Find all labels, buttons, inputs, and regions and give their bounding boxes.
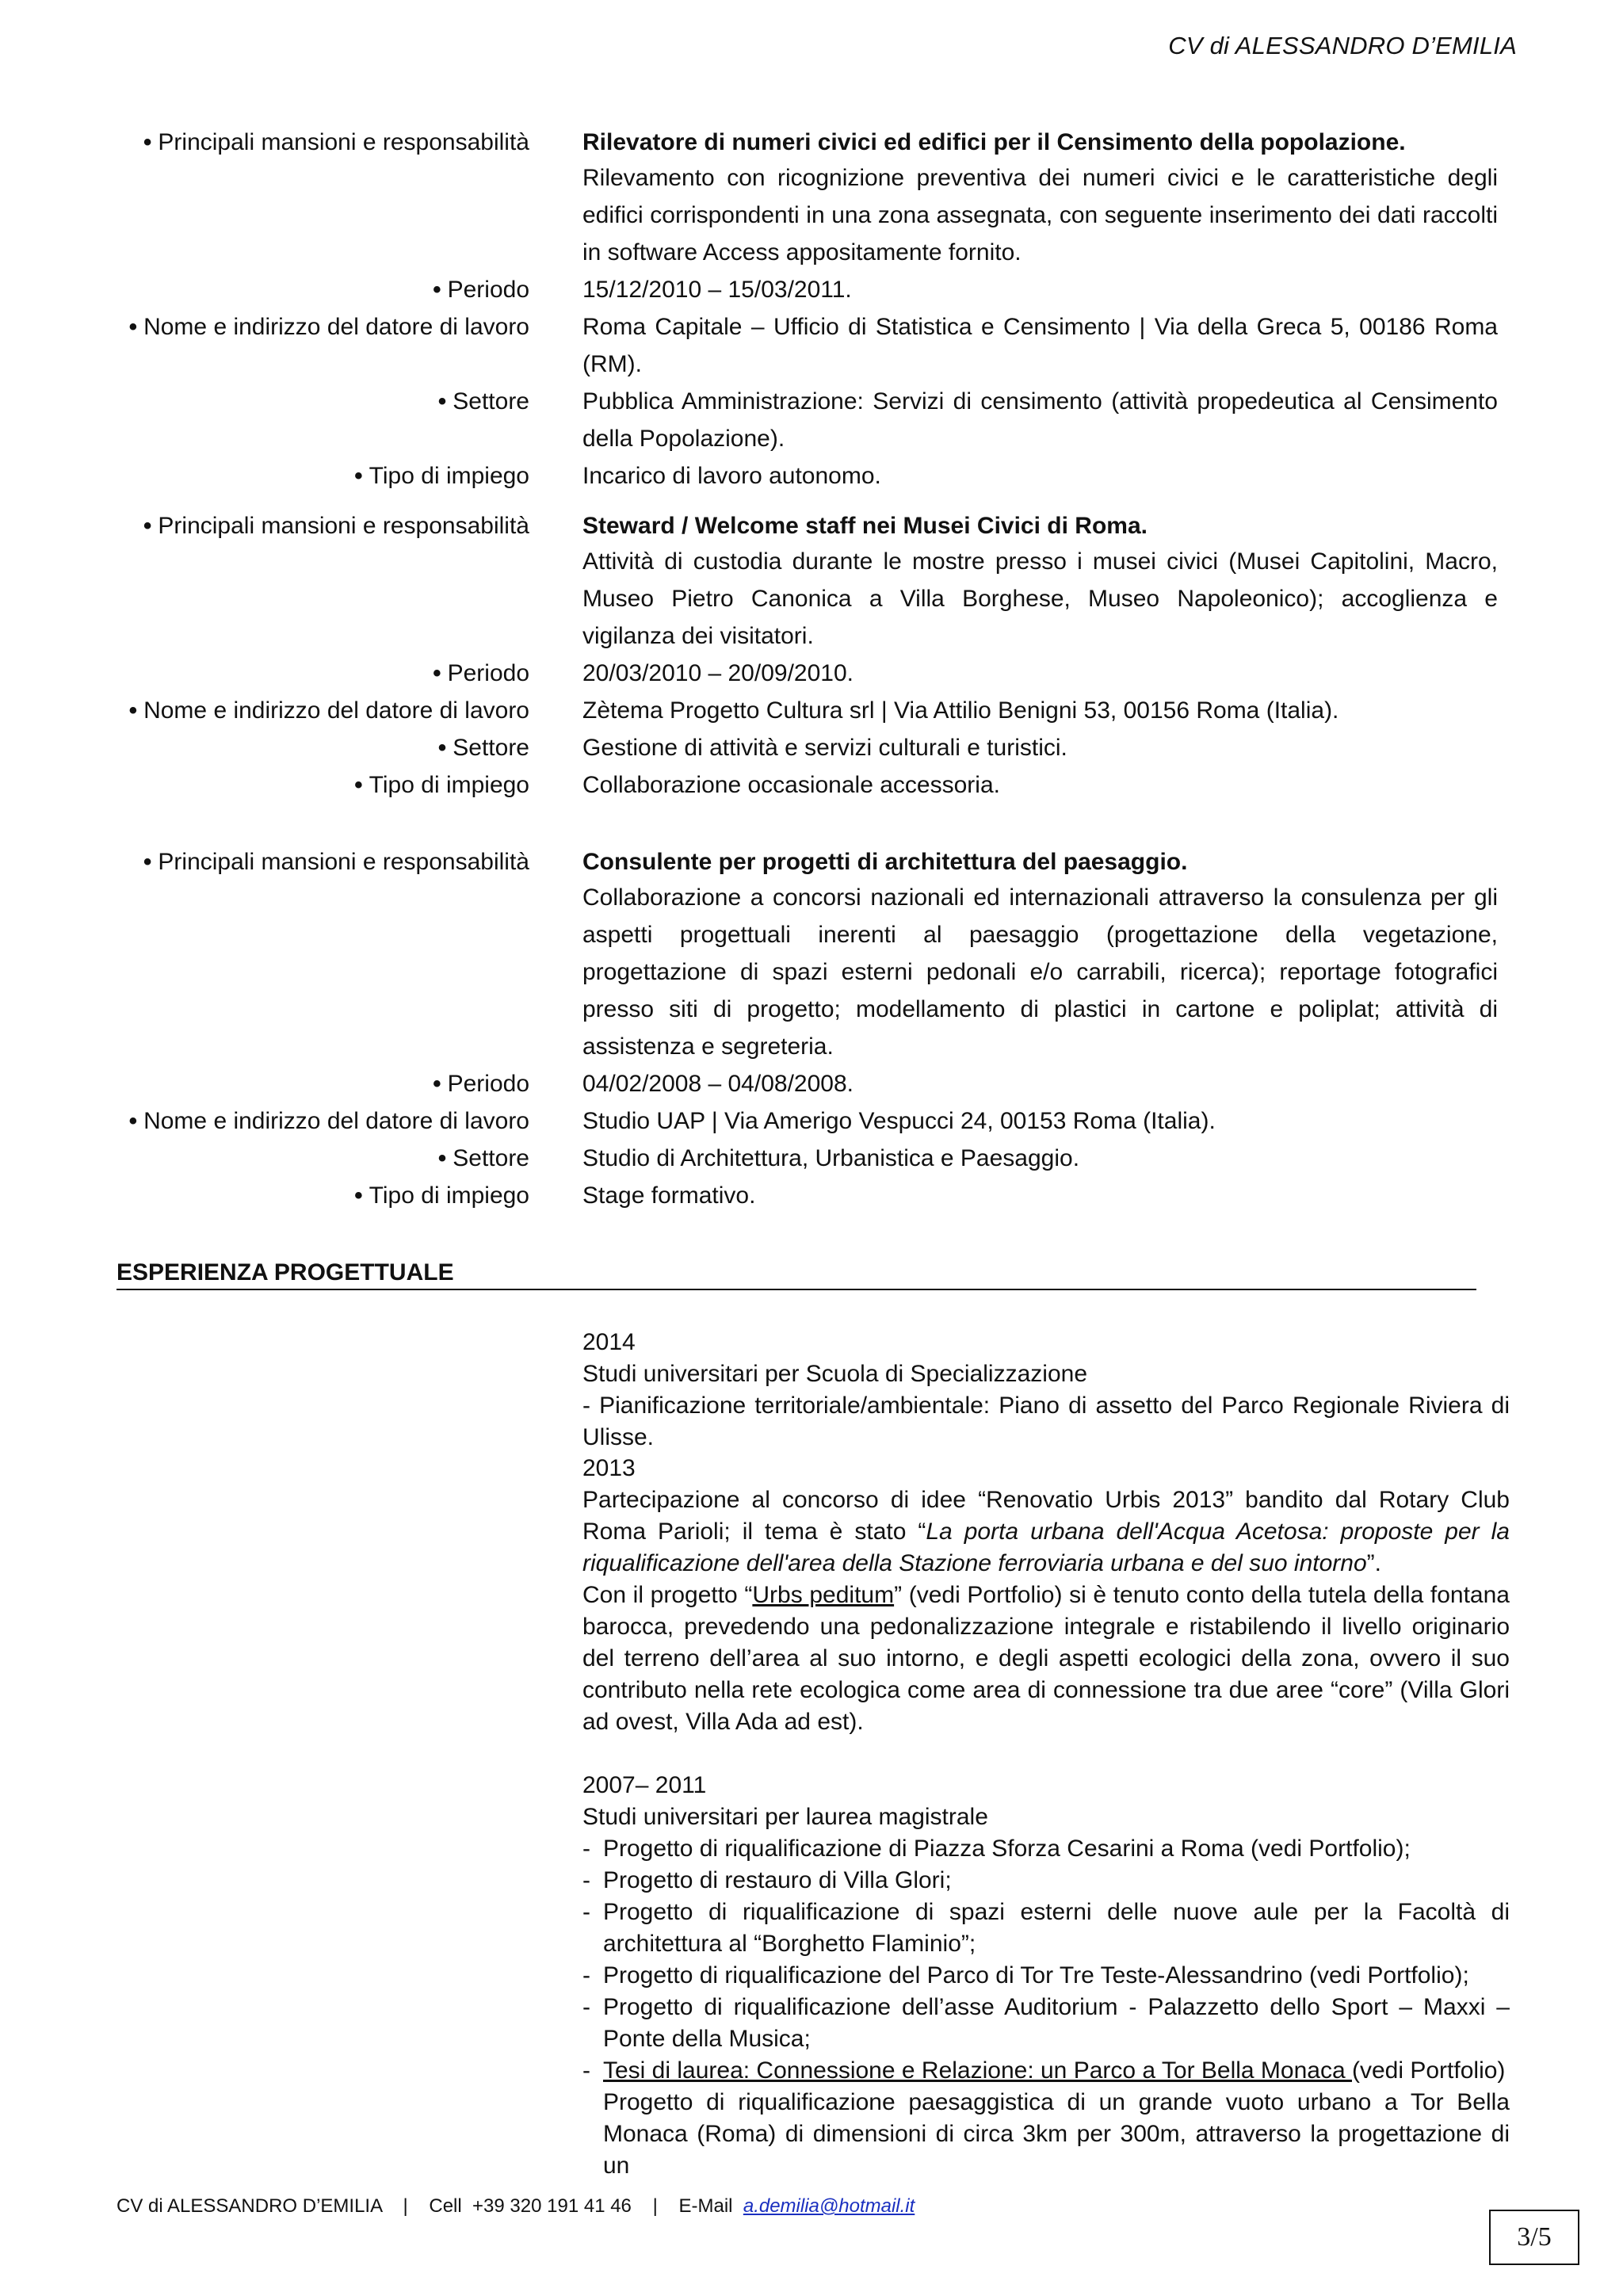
text-span: ” (vedi Portfolio) si è tenuto conto della tutela della fontana barocca, prevedendo una pedonalizzazione integrale e ristabilendo il livello originario del terreno dell’area al suo intorno, e degli aspetti ecologici della zona, ovvero il suo contributo nella rete ecologica come area di connessione tra due aree “core” (Villa Glori ad ovest, Villa Ada ad est). xyxy=(582,1582,1510,1735)
page-number: 3/5 xyxy=(1489,2210,1579,2265)
job-impiego: Incarico di lavoro autonomo. xyxy=(582,463,881,489)
job-datore-row xyxy=(0,1102,1623,1140)
list-item: - Progetto di riqualificazione del Parco di Tor Tre Teste-Alessandrino (vedi Portfolio); xyxy=(582,1962,1469,1988)
project-year: 2013 xyxy=(582,1455,636,1481)
list-item: - Progetto di riqualificazione di Piazza Sforza Cesarini a Roma (vedi Portfolio); xyxy=(582,1836,1411,1862)
label-mansioni xyxy=(143,124,529,162)
label-text: Nome e indirizzo del datore di lavoro xyxy=(143,314,529,340)
footer-cell: Cell +39 320 191 41 46 xyxy=(429,2195,632,2217)
job-entry xyxy=(0,507,1623,804)
job-settore-row xyxy=(0,383,1623,457)
job-periodo: 15/12/2010 – 15/03/2011. xyxy=(582,277,852,303)
bullet-icon: • xyxy=(128,697,138,724)
job-mansioni-row xyxy=(0,843,1623,1065)
label-settore xyxy=(438,383,529,421)
list-item: - Progetto di riqualificazione di spazi esterni delle nuove aule per la Facoltà di architettura al “Borghetto Flaminio”; xyxy=(582,1899,1510,1957)
text-span: (vedi Portfolio) xyxy=(1352,2057,1506,2084)
project-name: Urbs peditum xyxy=(752,1582,895,1608)
job-title: Consulente per progetti di architettura del paesaggio. xyxy=(582,849,1188,875)
job-impiego: Stage formativo. xyxy=(582,1182,756,1209)
project-year: 2014 xyxy=(582,1329,636,1355)
job-settore: Pubblica Amministrazione: Servizi di censimento (attività propedeutica al Censimento della Popolazione). xyxy=(582,388,1498,452)
bullet-icon: • xyxy=(128,314,138,340)
label-text: Principali mansioni e responsabilità xyxy=(158,513,529,539)
label-text: Periodo xyxy=(447,1071,529,1097)
thesis-title: Tesi di laurea: Connessione e Relazione: un Parco a Tor Bella Monaca xyxy=(603,2057,1352,2084)
thesis-description: Progetto di riqualificazione paesaggistica di un grande vuoto urbano a Tor Bella Monaca (Roma) di dimensioni di circa 3km per 300m, attraverso la progettazione di un xyxy=(603,2089,1510,2179)
section-title: ESPERIENZA PROGETTUALE xyxy=(116,1259,454,1286)
job-title: Steward / Welcome staff nei Musei Civici di Roma. xyxy=(582,513,1148,539)
list-item-text: Progetto di riqualificazione di spazi esterni delle nuove aule per la Facoltà di architettura al “Borghetto Flaminio”; xyxy=(603,1899,1510,1957)
job-periodo: 20/03/2010 – 20/09/2010. xyxy=(582,660,854,686)
bullet-icon: • xyxy=(433,277,441,303)
label-datore xyxy=(129,1102,529,1140)
page-header-title: CV di ALESSANDRO D’EMILIA xyxy=(1168,32,1517,59)
text-span: ”. xyxy=(1366,1550,1381,1576)
label-periodo xyxy=(433,1065,529,1103)
label-periodo xyxy=(433,655,529,693)
label-impiego xyxy=(354,457,529,495)
label-datore xyxy=(129,308,529,346)
job-settore: Studio di Architettura, Urbanistica e Paesaggio. xyxy=(582,1145,1080,1171)
bullet-icon: • xyxy=(143,513,152,539)
list-item: - Progetto di riqualificazione dell’asse Auditorium - Palazzetto dello Sport – Maxxi – Ponte della Musica; xyxy=(582,1994,1510,2052)
list-item-text: Progetto di riqualificazione di Piazza Sforza Cesarini a Roma (vedi Portfolio); xyxy=(603,1836,1411,1862)
job-description: Attività di custodia durante le mostre presso i musei civici (Musei Capitolini, Macro, Museo Pietro Canonica a Villa Borghese, Museo Napoleonico); accoglienza e vigilanza dei visitatori. xyxy=(582,548,1498,649)
job-datore-row xyxy=(0,692,1623,729)
project-year: 2007– 2011 xyxy=(582,1772,707,1798)
project-line: - Pianificazione territoriale/ambientale: Piano di assetto del Parco Regionale Riviera di Ulisse. xyxy=(582,1392,1510,1450)
list-item-text: Progetto di restauro di Villa Glori; xyxy=(603,1867,952,1893)
job-description: Rilevamento con ricognizione preventiva dei numeri civici e le caratteristiche degli edifici corrispondenti in una zona assegnata, con seguente inserimento dei dati raccolti in software Access appositamente fornito. xyxy=(582,165,1498,266)
footer-separator: | xyxy=(652,2195,658,2217)
footer-email-link[interactable]: a.demilia@hotmail.it xyxy=(743,2195,915,2217)
bullet-icon: • xyxy=(433,660,441,686)
job-datore: Studio UAP | Via Amerigo Vespucci 24, 00153 Roma (Italia). xyxy=(582,1108,1216,1134)
list-item-text: Progetto di riqualificazione del Parco di Tor Tre Teste-Alessandrino (vedi Portfolio); xyxy=(603,1962,1469,1988)
label-text: Principali mansioni e responsabilità xyxy=(158,129,529,155)
project-subtitle: Studi universitari per laurea magistrale xyxy=(582,1804,988,1830)
label-settore xyxy=(438,729,529,767)
label-text: Nome e indirizzo del datore di lavoro xyxy=(143,697,529,724)
label-text: Nome e indirizzo del datore di lavoro xyxy=(143,1108,529,1134)
list-item-text: Progetto di riqualificazione dell’asse Auditorium - Palazzetto dello Sport – Maxxi – Ponte della Musica; xyxy=(603,1994,1510,2052)
job-periodo-row xyxy=(0,655,1623,692)
job-settore-row xyxy=(0,729,1623,766)
section-heading xyxy=(116,1257,1476,1290)
bullet-icon: • xyxy=(354,1182,363,1209)
job-impiego-row xyxy=(0,457,1623,495)
job-title: Rilevatore di numeri civici ed edifici per il Censimento della popolazione. xyxy=(582,129,1406,155)
label-text: Settore xyxy=(453,1145,529,1171)
footer-email-label: E-Mail xyxy=(678,2195,733,2217)
project-line: Studi universitari per Scuola di Specializzazione xyxy=(582,1361,1088,1387)
label-settore xyxy=(438,1140,529,1178)
bullet-icon: • xyxy=(437,735,447,761)
label-impiego xyxy=(354,766,529,804)
job-entry xyxy=(0,843,1623,1214)
bullet-icon: • xyxy=(128,1108,138,1134)
bullet-icon: • xyxy=(143,849,152,875)
label-text: Settore xyxy=(453,388,529,415)
project-2014 xyxy=(582,1327,1510,1454)
job-mansioni-row xyxy=(0,124,1623,271)
project-paragraph xyxy=(582,1484,1510,1580)
label-text: Tipo di impiego xyxy=(369,1182,529,1209)
job-settore-row xyxy=(0,1140,1623,1177)
label-periodo xyxy=(433,271,529,309)
bullet-icon: • xyxy=(437,388,447,415)
label-text: Periodo xyxy=(447,660,529,686)
job-datore: Zètema Progetto Cultura srl | Via Attilio Benigni 53, 00156 Roma (Italia). xyxy=(582,697,1339,724)
bullet-icon: • xyxy=(143,129,152,155)
label-text: Tipo di impiego xyxy=(369,772,529,798)
bullet-icon: • xyxy=(354,463,363,489)
job-impiego-row xyxy=(0,766,1623,804)
job-entry xyxy=(0,124,1623,495)
job-description: Collaborazione a concorsi nazionali ed internazionali attraverso la consulenza per gli aspetti progettuali inerenti al paesaggio (progettazione della vegetazione, progettazione di spazi esterni pedonali e/o carrabili, ricerca); reportage fotografici presso siti di progetto; modellamento di plastici in cartone e poliplat; attività di assistenza e segreteria. xyxy=(582,884,1498,1060)
bullet-icon: • xyxy=(433,1071,441,1097)
footer-separator: | xyxy=(403,2195,408,2217)
list-item: - Tesi di laurea: Connessione e Relazione: un Parco a Tor Bella Monaca (vedi Portfolio) xyxy=(582,2057,1506,2084)
project-2007-2011 xyxy=(582,1770,1510,2182)
theme-text: La porta urbana dell'Acqua Acetosa: proposte per la riqualificazione dell'area della Stazione ferroviaria urbana e del suo intorno xyxy=(582,1519,1510,1576)
text-span: Con il progetto “ xyxy=(582,1582,753,1608)
page-footer xyxy=(116,2195,915,2218)
job-mansioni-row xyxy=(0,507,1623,655)
label-text: Settore xyxy=(453,735,529,761)
label-text: Periodo xyxy=(447,277,529,303)
label-mansioni xyxy=(143,843,529,881)
job-datore: Roma Capitale – Ufficio di Statistica e Censimento | Via della Greca 5, 00186 Roma (RM). xyxy=(582,314,1498,377)
label-text: Tipo di impiego xyxy=(369,463,529,489)
project-2013 xyxy=(582,1453,1510,1738)
project-paragraph xyxy=(582,1580,1510,1738)
bullet-icon: • xyxy=(354,772,363,798)
label-text: Principali mansioni e responsabilità xyxy=(158,849,529,875)
text-span: Partecipazione al concorso di idee “Renovatio Urbis 2013” bandito dal Rotary Club Roma Parioli; il tema è stato “ xyxy=(582,1487,1510,1545)
job-periodo-row xyxy=(0,1065,1623,1102)
job-settore: Gestione di attività e servizi culturali e turistici. xyxy=(582,735,1067,761)
label-datore xyxy=(129,692,529,730)
label-impiego xyxy=(354,1177,529,1215)
job-impiego-row xyxy=(0,1177,1623,1214)
job-datore-row xyxy=(0,308,1623,383)
label-mansioni xyxy=(143,507,529,545)
job-periodo: 04/02/2008 – 04/08/2008. xyxy=(582,1071,854,1097)
job-impiego: Collaborazione occasionale accessoria. xyxy=(582,772,1000,798)
list-item: - Progetto di restauro di Villa Glori; xyxy=(582,1867,952,1893)
job-periodo-row xyxy=(0,271,1623,308)
bullet-icon: • xyxy=(437,1145,447,1171)
footer-name: CV di ALESSANDRO D’EMILIA xyxy=(116,2195,382,2217)
